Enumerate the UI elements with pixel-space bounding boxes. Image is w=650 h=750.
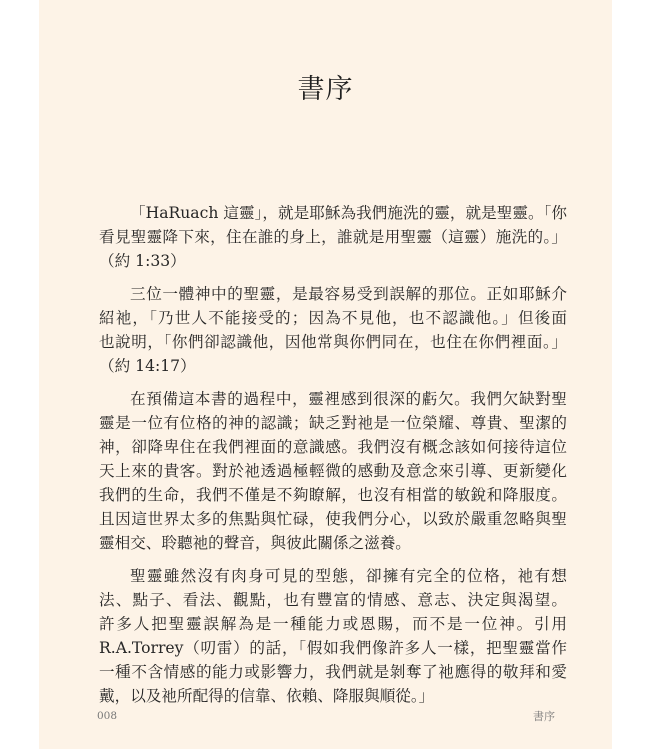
text-line: 三位一體神中的聖靈，是最容易受到誤解的那位。正如耶穌介 <box>130 285 567 303</box>
page-title: 書序 <box>297 74 354 105</box>
book-page <box>39 0 612 749</box>
running-title: 書序 <box>533 710 555 723</box>
paragraph-2 <box>99 282 567 378</box>
body-text <box>99 201 567 717</box>
text-line: 神，卻降卑住在我們裡面的意識感。我們沒有概念該如何接待這位 <box>99 438 567 456</box>
paragraph-3 <box>99 387 567 555</box>
text-line: 且因這世界太多的焦點與忙碌，使我們分心，以致於嚴重忽略與聖 <box>99 510 567 528</box>
text-line: 也說明，「你們卻認識他，因他常與你們同在，也住在你們裡面。」 <box>99 333 567 351</box>
text-line: 聖靈雖然沒有肉身可見的型態，卻擁有完全的位格，祂有想 <box>130 567 567 585</box>
text-line: 天上來的貴客。對於祂透過極輕微的感動及意念來引導、更新變化 <box>99 462 567 480</box>
text-line: 許多人把聖靈誤解為是一種能力或恩賜，而不是一位神。引用 <box>99 615 567 633</box>
text-line: 我們的生命，我們不僅是不夠瞭解，也沒有相當的敏銳和降服度。 <box>99 486 567 504</box>
text-line: 看見聖靈降下來，住在誰的身上，誰就是用聖靈（這靈）施洗的。」 <box>99 228 567 246</box>
text-line: 戴，以及祂所配得的信靠、依賴、降服與順從。」 <box>99 687 435 705</box>
text-line: 紹祂，「乃世人不能接受的；因為不見他，也不認識他。」但後面 <box>99 309 567 327</box>
text-line: （約 1:33） <box>99 252 186 270</box>
text-line: 法、點子、看法、觀點，也有豐富的情感、意志、決定與渴望。 <box>99 591 567 609</box>
paragraph-1 <box>99 201 567 273</box>
text-line: （約 14:17） <box>99 357 196 375</box>
text-line: 「HaRuach 這靈」，就是耶穌為我們施洗的靈，就是聖靈。「你 <box>130 204 567 222</box>
text-line: 一種不含情感的能力或影響力，我們就是剝奪了祂應得的敬拜和愛 <box>99 663 567 681</box>
text-line: 靈是一位有位格的神的認識；缺乏對祂是一位榮耀、尊貴、聖潔的 <box>99 414 567 432</box>
text-line: 靈相交、聆聽祂的聲音，與彼此關係之滋養。 <box>99 534 411 552</box>
page-number: 008 <box>97 710 118 722</box>
text-line: 在預備這本書的過程中，靈裡感到很深的虧欠。我們欠缺對聖 <box>130 390 567 408</box>
paragraph-4 <box>99 564 567 708</box>
text-line: R.A.Torrey（叨雷）的話，「假如我們像許多人一樣，把聖靈當作 <box>99 639 567 657</box>
